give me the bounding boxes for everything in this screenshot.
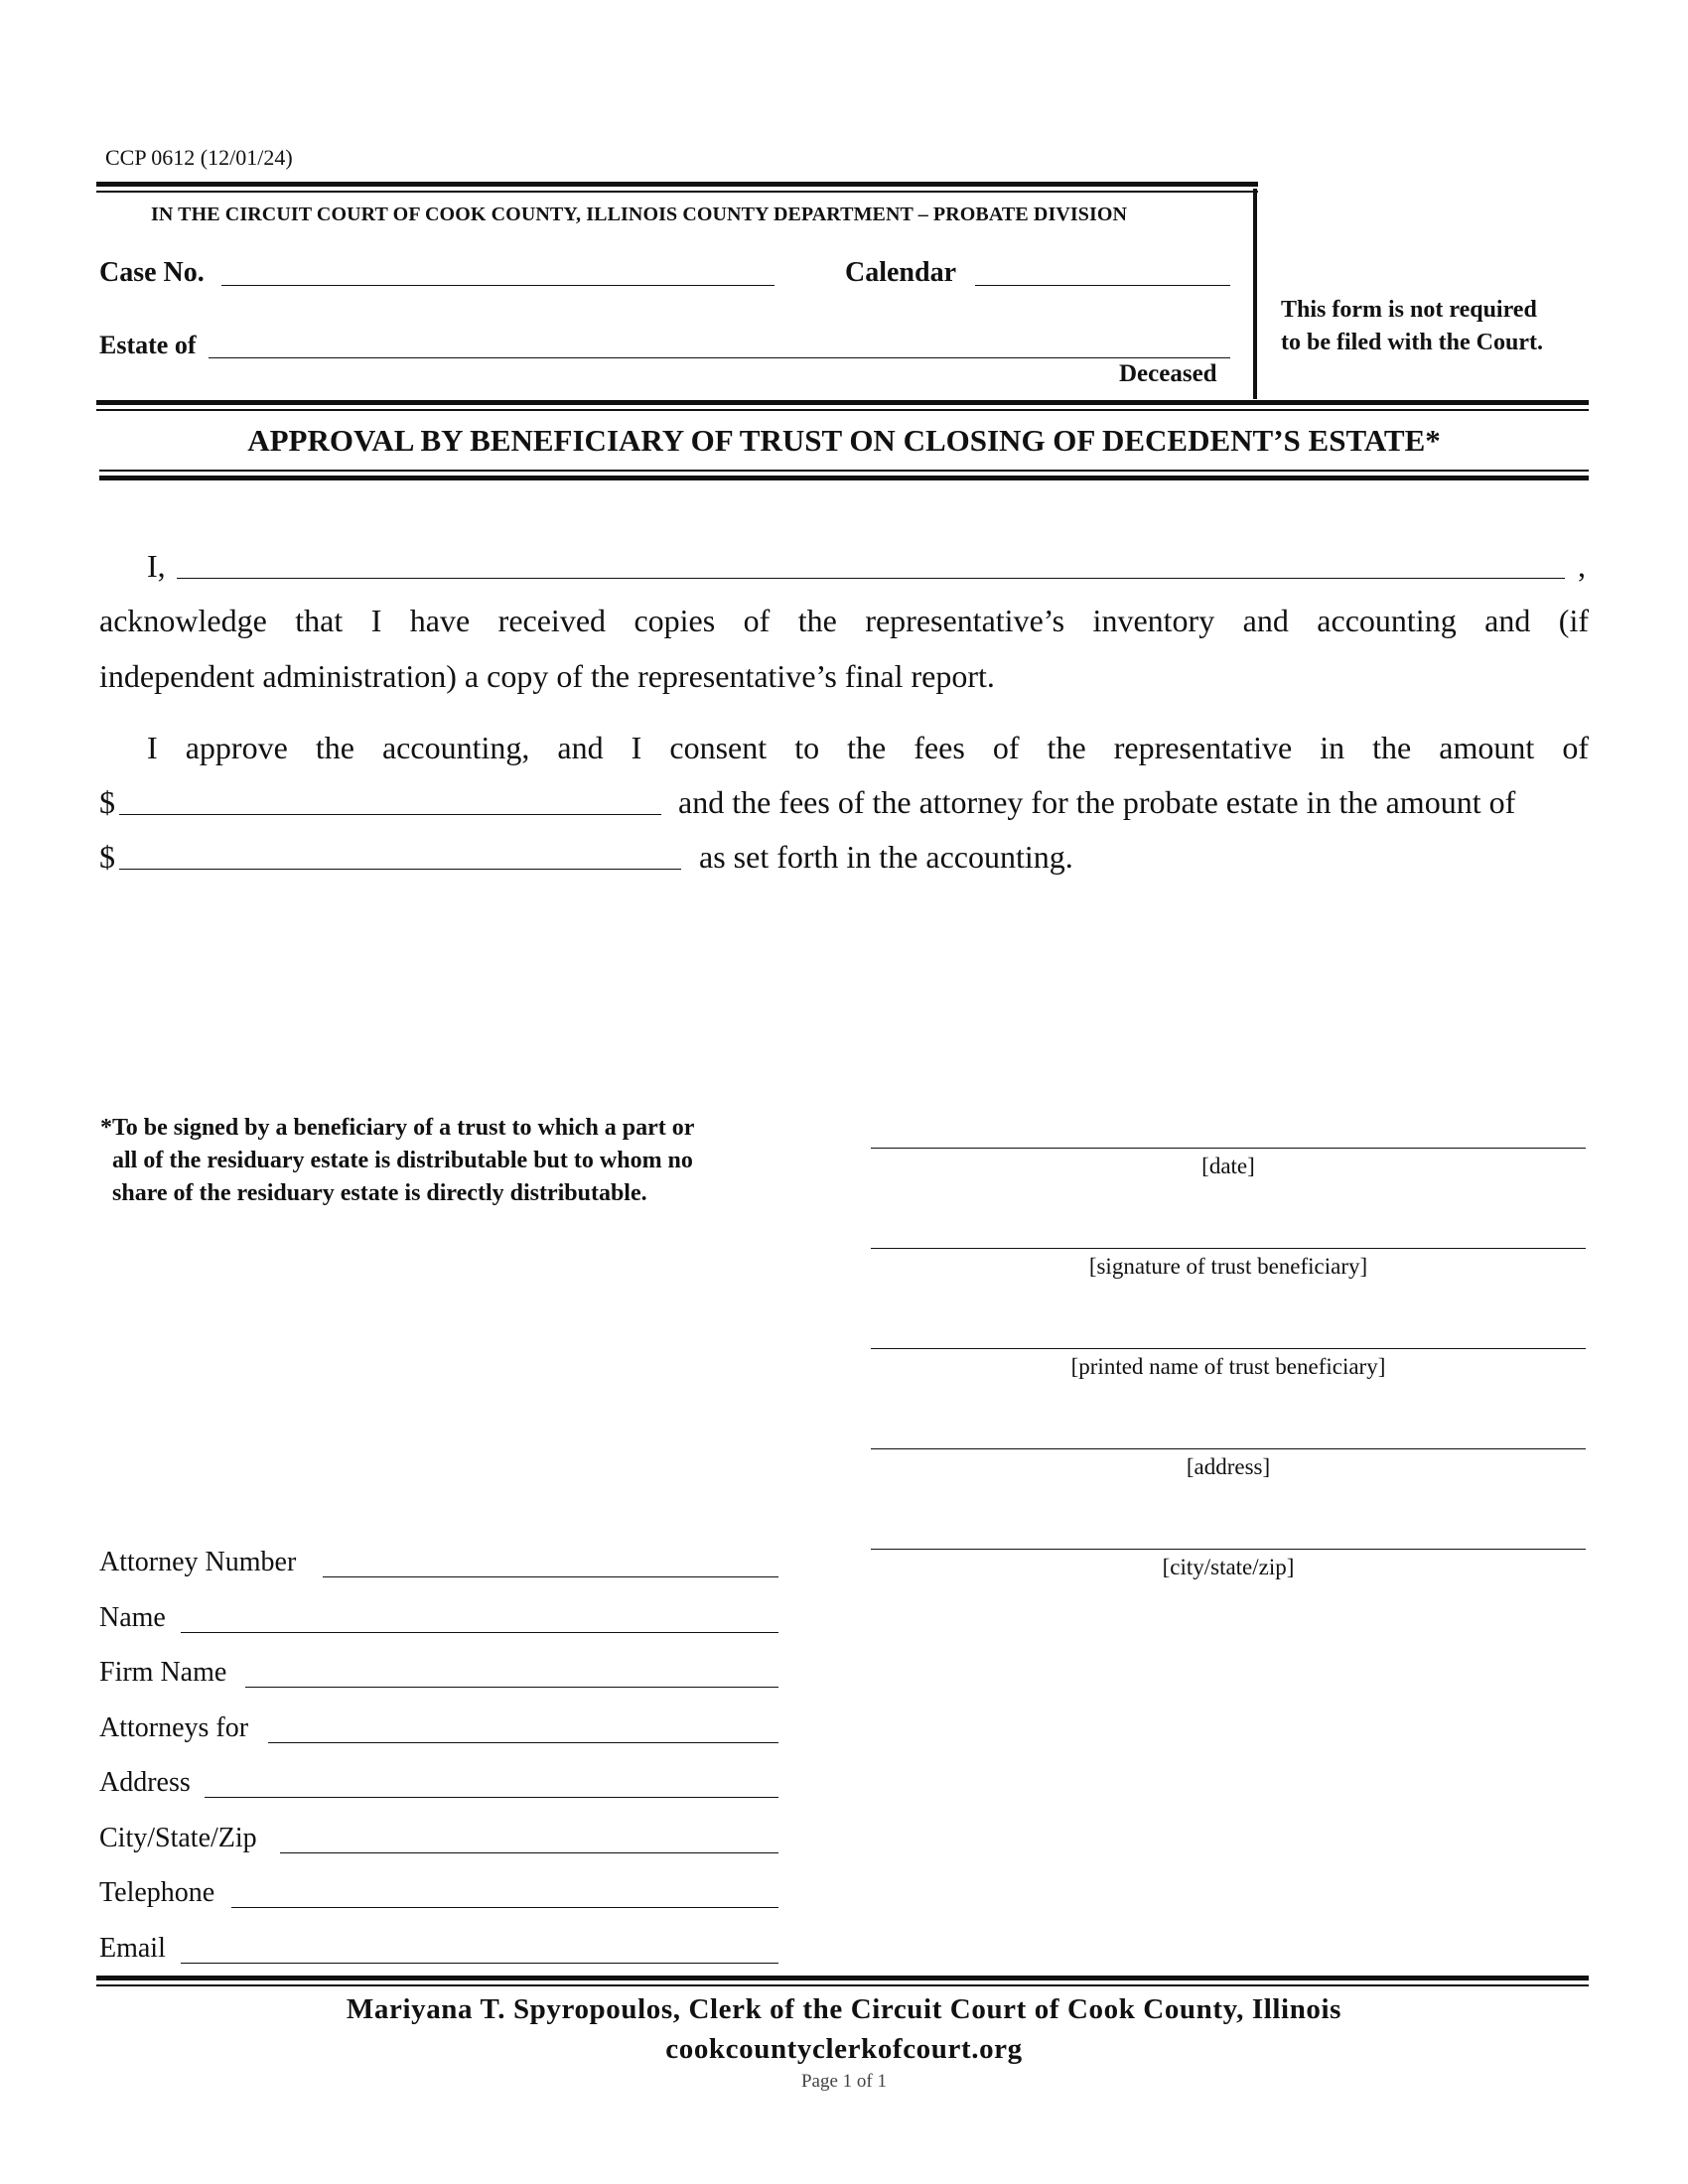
footnote-line2: all of the residuary estate is distributable but to whom no — [112, 1148, 693, 1173]
representative-fee-field[interactable] — [119, 792, 661, 815]
attorneys-for-label: Attorneys for — [99, 1712, 249, 1743]
calendar-label: Calendar — [845, 257, 956, 288]
firm-name-label: Firm Name — [99, 1657, 227, 1688]
attorney-city-state-zip-field[interactable] — [280, 1831, 778, 1853]
title-top-rule-thin — [96, 409, 1589, 411]
date-caption: [date] — [1201, 1154, 1255, 1178]
para1-line2: acknowledge that I have received copies of the representative’s inventory and accounting and (if — [99, 603, 1589, 638]
attorney-fee-field[interactable] — [119, 847, 681, 870]
title-top-rule — [96, 400, 1589, 405]
beneficiary-name-field[interactable] — [177, 556, 1565, 579]
court-header: IN THE CIRCUIT COURT OF COOK COUNTY, ILLINOIS COUNTY DEPARTMENT – PROBATE DIVISION — [151, 204, 1128, 225]
footer-rule-thin — [96, 1984, 1589, 1986]
clerk-name: Mariyana T. Spyropoulos, Clerk of the Circuit Court of Cook County, Illinois — [346, 1993, 1342, 2025]
para1-line3: independent administration) a copy of the representative’s final report. — [99, 658, 995, 694]
dollar-sign-1: $ — [99, 784, 115, 820]
attorney-address-field[interactable] — [205, 1775, 778, 1798]
deceased-label: Deceased — [1119, 360, 1217, 387]
para2-line3: as set forth in the accounting. — [699, 839, 1073, 875]
telephone-field[interactable] — [231, 1885, 778, 1908]
form-title: APPROVAL BY BENEFICIARY OF TRUST ON CLOSING OF DECEDENT’S ESTATE* — [247, 423, 1441, 458]
attorney-number-field[interactable] — [323, 1555, 778, 1577]
printed-name-caption: [printed name of trust beneficiary] — [1070, 1354, 1386, 1379]
attorney-name-field[interactable] — [181, 1610, 778, 1633]
city-state-zip-field[interactable] — [871, 1529, 1586, 1550]
header-top-rule-thin — [96, 191, 1258, 193]
header-top-rule — [96, 182, 1258, 187]
address-field[interactable] — [871, 1429, 1586, 1449]
filing-notice-line2: to be filed with the Court. — [1281, 330, 1543, 355]
estate-of-label: Estate of — [99, 331, 197, 359]
telephone-label: Telephone — [99, 1877, 215, 1908]
form-id: CCP 0612 (12/01/24) — [105, 145, 293, 170]
date-field[interactable] — [871, 1128, 1586, 1149]
para1-prefix: I, — [147, 548, 166, 584]
email-field[interactable] — [181, 1941, 778, 1964]
signature-caption: [signature of trust beneficiary] — [1088, 1254, 1368, 1279]
attorney-address-label: Address — [99, 1767, 191, 1798]
title-bottom-rule-thin — [99, 470, 1589, 472]
para1-suffix: , — [1578, 548, 1586, 584]
footnote-line1: *To be signed by a beneficiary of a trust to which a part or — [100, 1115, 695, 1141]
city-state-zip-caption: [city/state/zip] — [1162, 1555, 1295, 1579]
calendar-field[interactable] — [975, 263, 1230, 286]
case-no-field[interactable] — [221, 263, 774, 286]
email-label: Email — [99, 1933, 166, 1964]
case-no-label: Case No. — [99, 257, 205, 288]
printed-name-field[interactable] — [871, 1328, 1586, 1349]
attorney-city-state-zip-label: City/State/Zip — [99, 1823, 257, 1853]
clerk-website: cookcountyclerkofcourt.org — [665, 2033, 1023, 2065]
attorney-number-label: Attorney Number — [99, 1547, 297, 1577]
attorney-name-label: Name — [99, 1602, 166, 1633]
filing-notice — [1281, 294, 1543, 359]
filing-notice-line1: This form is not required — [1281, 297, 1537, 323]
dollar-sign-2: $ — [99, 839, 115, 875]
address-caption: [address] — [1186, 1454, 1271, 1479]
page-number: Page 1 of 1 — [800, 2071, 887, 2092]
title-bottom-rule — [99, 476, 1589, 480]
footnote-line3: share of the residuary estate is directly distributable. — [112, 1180, 647, 1206]
signature-field[interactable] — [871, 1228, 1586, 1249]
estate-of-field[interactable] — [209, 336, 1230, 358]
header-vertical-rule — [1253, 189, 1257, 399]
firm-name-field[interactable] — [245, 1665, 778, 1688]
para2-line2: and the fees of the attorney for the probate estate in the amount of — [678, 784, 1516, 820]
para2-line1: I approve the accounting, and I consent to the fees of the representative in the amount of — [147, 730, 1589, 765]
attorneys-for-field[interactable] — [268, 1720, 778, 1743]
footer-rule — [96, 1976, 1589, 1980]
footnote — [100, 1112, 815, 1210]
